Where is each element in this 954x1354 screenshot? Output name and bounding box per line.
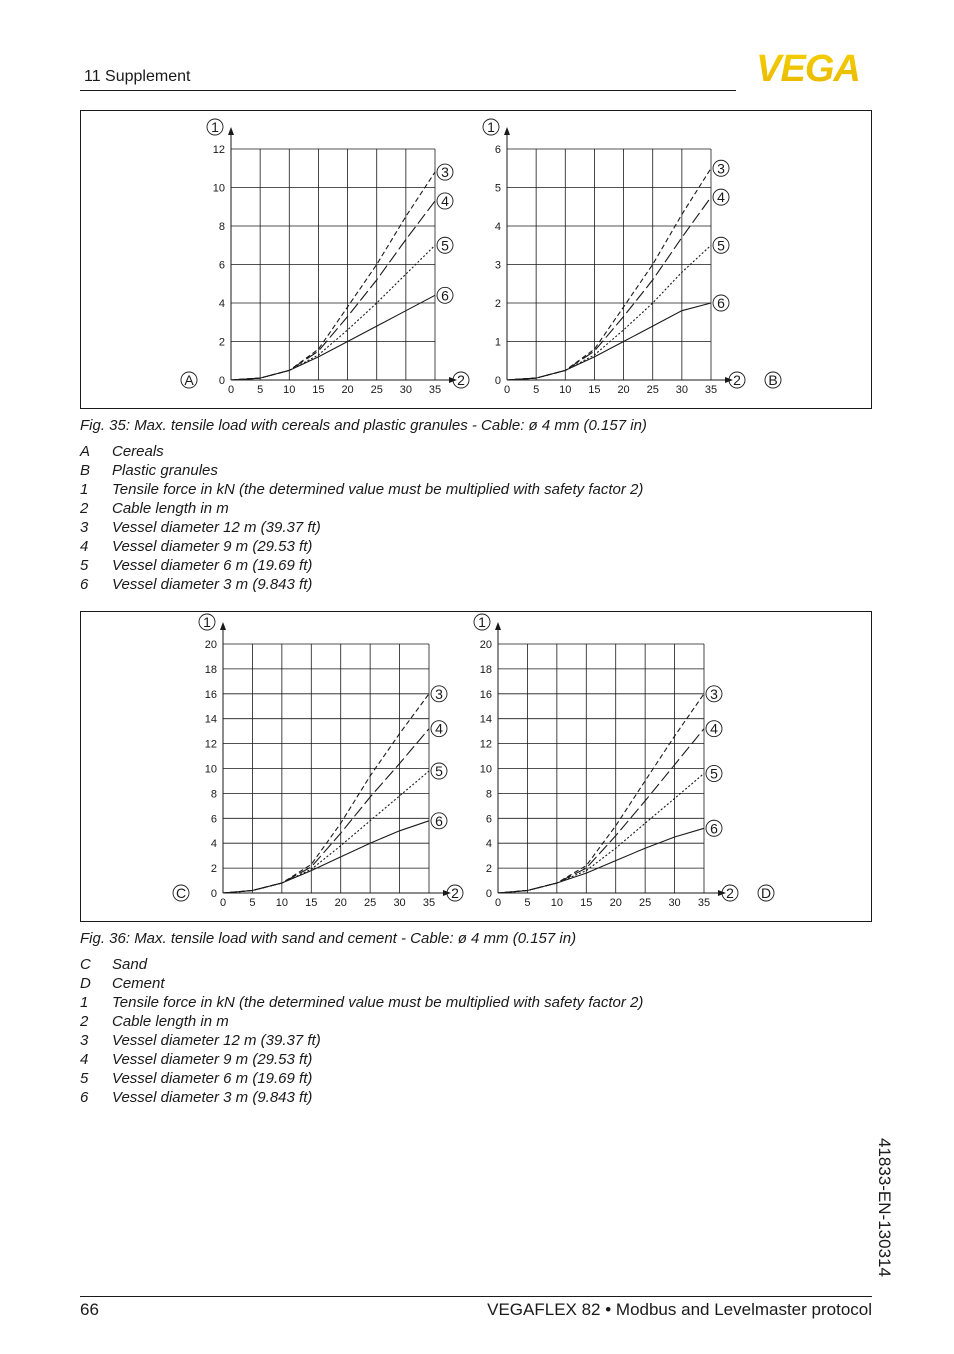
y-axis-marker-label: 1 xyxy=(487,119,495,135)
x-tick-label: 15 xyxy=(588,384,601,396)
x-tick-label: 30 xyxy=(668,897,681,909)
x-tick-label: 0 xyxy=(219,897,227,909)
y-tick-label: 18 xyxy=(204,663,217,676)
series-line-5 xyxy=(231,245,435,380)
legend-key: 2 xyxy=(80,500,89,517)
series-marker-label: 6 xyxy=(435,812,443,829)
legend-key: B xyxy=(80,462,91,479)
y-tick-label: 2 xyxy=(210,863,217,876)
y-tick-label: 18 xyxy=(479,663,492,676)
y-tick-label: 0 xyxy=(485,888,492,900)
x-tick-label: 35 xyxy=(428,384,442,396)
y-tick-label: 0 xyxy=(494,375,501,387)
x-tick-label: 25 xyxy=(639,897,652,909)
y-tick-label: 12 xyxy=(479,738,492,751)
legend-item xyxy=(80,518,643,537)
y-tick-label: 20 xyxy=(479,639,492,651)
legend-item xyxy=(80,499,643,518)
y-tick-label: 8 xyxy=(210,788,217,801)
x-tick-label: 35 xyxy=(704,384,718,396)
y-tick-label: 2 xyxy=(485,863,492,876)
y-tick-label: 5 xyxy=(494,182,501,195)
y-axis-arrow xyxy=(220,622,226,630)
y-tick-label: 10 xyxy=(212,182,225,195)
x-tick-label: 30 xyxy=(675,384,688,396)
y-tick-label: 20 xyxy=(204,639,217,651)
x-tick-label: 35 xyxy=(422,897,436,909)
chart-panel-b xyxy=(483,119,781,396)
panel-letter: D xyxy=(760,885,772,901)
legend-item xyxy=(80,1050,643,1069)
legend-key: 6 xyxy=(80,1089,89,1106)
page-number: 66 xyxy=(80,1300,99,1319)
legend-text: Cereals xyxy=(112,443,164,460)
legend-text: Tensile force in kN (the determined value must be multiplied with safety factor 2) xyxy=(112,994,644,1011)
x-tick-label: 5 xyxy=(524,897,531,909)
y-tick-label: 0 xyxy=(218,375,225,387)
footer-rule xyxy=(80,1296,872,1297)
series-marker-label: 6 xyxy=(441,287,449,304)
y-tick-label: 0 xyxy=(210,888,217,900)
x-tick-label: 10 xyxy=(275,897,288,909)
x-tick-label: 25 xyxy=(646,384,659,396)
x-tick-label: 25 xyxy=(370,384,383,396)
legend-key: 6 xyxy=(80,576,89,593)
y-tick-label: 8 xyxy=(218,221,225,233)
series-line-5 xyxy=(507,245,711,380)
y-axis-arrow xyxy=(495,622,501,630)
figure-35-charts xyxy=(81,111,873,410)
y-tick-label: 6 xyxy=(218,259,225,272)
legend-key: 1 xyxy=(80,481,89,498)
series-line-3 xyxy=(507,168,711,380)
footer-title: VEGAFLEX 82 • Modbus and Levelmaster protocol xyxy=(487,1300,872,1319)
legend-item xyxy=(80,974,643,993)
x-tick-label: 35 xyxy=(697,897,711,909)
y-tick-label: 16 xyxy=(479,688,492,701)
x-axis-marker-label: 2 xyxy=(733,372,741,388)
y-tick-label: 6 xyxy=(210,813,217,826)
legend-item xyxy=(80,556,643,575)
y-tick-label: 12 xyxy=(204,738,217,751)
y-axis-marker-label: 1 xyxy=(203,614,211,630)
legend-item xyxy=(80,537,643,556)
legend-text: Sand xyxy=(112,956,148,973)
legend-item xyxy=(80,1031,643,1050)
y-tick-label: 4 xyxy=(218,298,225,310)
y-tick-label: 14 xyxy=(204,713,217,726)
series-marker-label: 4 xyxy=(435,720,443,737)
legend-text: Tensile force in kN (the determined value must be multiplied with safety factor 2) xyxy=(112,481,644,498)
legend-item xyxy=(80,575,643,594)
legend-key: D xyxy=(80,975,91,992)
figure-35-legend xyxy=(80,442,643,594)
series-marker-label: 5 xyxy=(441,237,449,254)
y-tick-label: 10 xyxy=(204,763,217,776)
x-tick-label: 15 xyxy=(305,897,318,909)
legend-text: Vessel diameter 3 m (9.843 ft) xyxy=(112,1089,313,1106)
x-tick-label: 10 xyxy=(550,897,563,909)
y-tick-label: 4 xyxy=(210,838,217,851)
y-tick-label: 6 xyxy=(494,144,501,156)
vega-logo xyxy=(742,52,874,84)
legend-item xyxy=(80,993,643,1012)
figure-35-caption: Fig. 35: Max. tensile load with cereals and plastic granules - Cable: ø 4 mm (0.157 in) xyxy=(80,417,647,434)
legend-text: Vessel diameter 6 m (19.69 ft) xyxy=(112,557,313,574)
series-marker-label: 5 xyxy=(717,237,725,254)
series-marker-label: 3 xyxy=(710,685,718,702)
legend-key: 4 xyxy=(80,538,89,555)
series-line-6 xyxy=(223,821,429,893)
legend-key: 3 xyxy=(80,519,89,536)
figure-36-box xyxy=(80,611,872,922)
x-axis-marker-label: 2 xyxy=(726,885,734,901)
x-tick-label: 30 xyxy=(399,384,412,396)
legend-key: 4 xyxy=(80,1051,89,1068)
x-tick-label: 20 xyxy=(609,897,622,909)
series-marker-label: 6 xyxy=(710,820,718,837)
x-tick-label: 15 xyxy=(580,897,593,909)
legend-item xyxy=(80,955,643,974)
x-axis-marker-label: 2 xyxy=(451,885,459,901)
y-axis-arrow xyxy=(228,127,234,135)
y-tick-label: 4 xyxy=(485,838,492,851)
x-tick-label: 0 xyxy=(503,384,511,396)
series-marker-label: 6 xyxy=(717,295,725,311)
y-tick-label: 2 xyxy=(494,298,501,310)
x-tick-label: 0 xyxy=(494,897,502,909)
y-axis-marker-label: 1 xyxy=(211,119,219,135)
series-marker-label: 3 xyxy=(435,685,443,702)
legend-text: Cable length in m xyxy=(112,1013,229,1030)
figure-36-caption: Fig. 36: Max. tensile load with sand and cement - Cable: ø 4 mm (0.157 in) xyxy=(80,930,577,947)
chart-panel-d xyxy=(474,614,774,909)
legend-text: Vessel diameter 3 m (9.843 ft) xyxy=(112,576,313,593)
series-marker-label: 3 xyxy=(441,164,449,181)
x-tick-label: 5 xyxy=(533,384,540,396)
x-tick-label: 20 xyxy=(341,384,354,396)
y-axis-marker-label: 1 xyxy=(478,614,486,630)
y-tick-label: 4 xyxy=(494,221,501,233)
legend-text: Plastic granules xyxy=(112,462,218,479)
panel-letter: C xyxy=(175,885,187,901)
y-tick-label: 16 xyxy=(204,688,217,701)
chart-panel-c xyxy=(173,614,463,909)
series-marker-label: 5 xyxy=(710,765,718,782)
series-marker-label: 4 xyxy=(441,192,449,209)
x-tick-label: 15 xyxy=(312,384,325,396)
y-tick-label: 1 xyxy=(494,336,501,349)
y-tick-label: 14 xyxy=(479,713,492,726)
legend-item xyxy=(80,480,643,499)
panel-letter: A xyxy=(184,372,194,388)
legend-item xyxy=(80,1069,643,1088)
legend-item xyxy=(80,442,643,461)
legend-item xyxy=(80,461,643,480)
figure-36-legend xyxy=(80,955,643,1107)
y-axis-arrow xyxy=(504,127,510,135)
legend-text: Vessel diameter 6 m (19.69 ft) xyxy=(112,1070,313,1087)
x-tick-label: 5 xyxy=(257,384,264,396)
x-tick-label: 5 xyxy=(249,897,256,909)
y-tick-label: 12 xyxy=(212,144,225,156)
y-tick-label: 2 xyxy=(218,336,225,349)
x-tick-label: 10 xyxy=(559,384,572,396)
x-tick-label: 10 xyxy=(283,384,296,396)
legend-key: 5 xyxy=(80,1070,89,1087)
legend-text: Cable length in m xyxy=(112,500,229,517)
x-tick-label: 20 xyxy=(334,897,347,909)
legend-text: Vessel diameter 12 m (39.37 ft) xyxy=(112,519,321,536)
section-header: 11 Supplement xyxy=(84,68,191,85)
legend-key: C xyxy=(80,956,91,973)
legend-text: Cement xyxy=(112,975,165,992)
figure-35-box xyxy=(80,110,872,409)
legend-text: Vessel diameter 9 m (29.53 ft) xyxy=(112,538,313,555)
logo-text: VEGA xyxy=(756,52,860,84)
panel-letter: B xyxy=(768,372,778,388)
series-line-6 xyxy=(498,828,704,893)
legend-text: Vessel diameter 9 m (29.53 ft) xyxy=(112,1051,313,1068)
series-marker-label: 5 xyxy=(435,762,443,779)
header-rule xyxy=(80,90,736,91)
y-tick-label: 8 xyxy=(485,788,492,801)
x-tick-label: 25 xyxy=(364,897,377,909)
x-tick-label: 20 xyxy=(617,384,630,396)
x-tick-label: 0 xyxy=(227,384,235,396)
chart-panel-a xyxy=(181,119,469,396)
legend-text: Vessel diameter 12 m (39.37 ft) xyxy=(112,1032,321,1049)
y-tick-label: 10 xyxy=(479,763,492,776)
y-tick-label: 6 xyxy=(485,813,492,826)
series-marker-label: 3 xyxy=(717,160,725,177)
legend-key: 3 xyxy=(80,1032,89,1049)
series-line-4 xyxy=(231,201,435,380)
x-axis-marker-label: 2 xyxy=(457,372,465,388)
x-tick-label: 30 xyxy=(393,897,406,909)
legend-key: 2 xyxy=(80,1013,89,1030)
series-marker-label: 4 xyxy=(717,189,725,206)
legend-item xyxy=(80,1088,643,1107)
y-tick-label: 3 xyxy=(494,259,501,272)
series-line-4 xyxy=(507,197,711,380)
legend-item xyxy=(80,1012,643,1031)
series-line-6 xyxy=(231,295,435,380)
legend-key: 5 xyxy=(80,557,89,574)
series-line-5 xyxy=(498,774,704,894)
legend-key: 1 xyxy=(80,994,89,1011)
legend-key: A xyxy=(80,443,91,460)
figure-36-charts xyxy=(81,612,873,923)
document-id: 41833-EN-130314 xyxy=(875,1138,894,1277)
series-marker-label: 4 xyxy=(710,720,718,737)
